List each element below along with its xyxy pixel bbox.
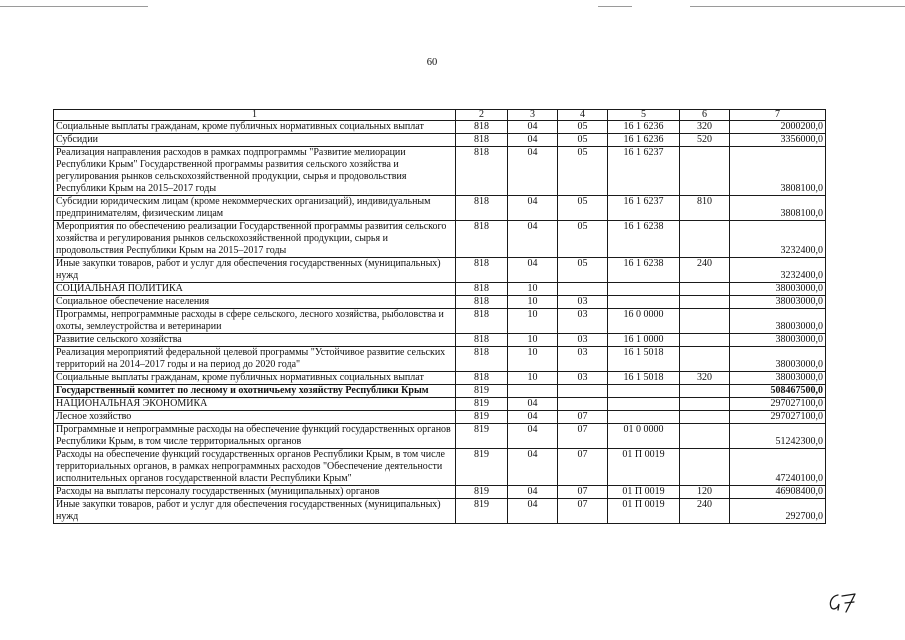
cell-amount: 2000200,0	[730, 121, 826, 134]
cell-section: 10	[508, 283, 558, 296]
cell-expense-type	[680, 334, 730, 347]
cell-expense-type	[680, 283, 730, 296]
cell-amount: 46908400,0	[730, 486, 826, 499]
cell-section: 04	[508, 486, 558, 499]
cell-subsection	[558, 398, 608, 411]
cell-ministry-code: 819	[456, 424, 508, 449]
cell-expense-type	[680, 449, 730, 486]
cell-section: 04	[508, 121, 558, 134]
scan-edge-line-mid	[598, 6, 632, 7]
cell-section: 04	[508, 449, 558, 486]
table-row	[54, 398, 826, 411]
cell-section: 04	[508, 499, 558, 524]
cell-target-article	[608, 385, 680, 398]
cell-section: 04	[508, 147, 558, 196]
cell-ministry-code: 819	[456, 449, 508, 486]
cell-target-article: 16 1 6238	[608, 258, 680, 283]
cell-subsection: 05	[558, 196, 608, 221]
cell-subsection	[558, 385, 608, 398]
cell-section: 10	[508, 347, 558, 372]
table-row	[54, 309, 826, 334]
cell-subsection: 03	[558, 296, 608, 309]
cell-subsection: 07	[558, 499, 608, 524]
cell-section: 04	[508, 424, 558, 449]
table-row	[54, 296, 826, 309]
cell-target-article: 16 1 0000	[608, 334, 680, 347]
page-number: 60	[426, 57, 438, 68]
header-col-5: 5	[608, 110, 680, 121]
cell-ministry-code: 818	[456, 258, 508, 283]
cell-target-article: 01 П 0019	[608, 486, 680, 499]
cell-target-article: 16 1 6238	[608, 221, 680, 258]
cell-amount: 51242300,0	[730, 424, 826, 449]
cell-amount: 38003000,0	[730, 334, 826, 347]
cell-amount: 38003000,0	[730, 296, 826, 309]
table-row	[54, 449, 826, 486]
cell-amount: 3232400,0	[730, 221, 826, 258]
row-description: Мероприятия по обеспечению реализации Государственной программы развития сельского хозяйства и регулирования рынков сельскохозяйственной продукции, сырья и продовольствия Республики Крым на 2015–2017 годы	[54, 221, 456, 258]
cell-section: 10	[508, 334, 558, 347]
cell-target-article	[608, 398, 680, 411]
handwritten-page-mark	[826, 590, 860, 614]
cell-expense-type: 520	[680, 134, 730, 147]
row-description: Развитие сельского хозяйства	[54, 334, 456, 347]
row-description: Расходы на обеспечение функций государственных органов Республики Крым, в том числе территориальных органов, в рамках непрограммных расходов "Обеспечение деятельности исполнительных органов государственной власти Республики Крым"	[54, 449, 456, 486]
cell-amount: 38003000,0	[730, 283, 826, 296]
cell-subsection: 05	[558, 258, 608, 283]
cell-subsection: 05	[558, 221, 608, 258]
cell-amount: 3808100,0	[730, 147, 826, 196]
cell-ministry-code: 818	[456, 372, 508, 385]
cell-expense-type	[680, 347, 730, 372]
row-description: Программные и непрограммные расходы на обеспечение функций государственных органов Республики Крым, в том числе территориальных органов	[54, 424, 456, 449]
budget-table	[53, 109, 826, 524]
row-description: Государственный комитет по лесному и охотничьему хозяйству Республики Крым	[54, 385, 456, 398]
cell-expense-type	[680, 147, 730, 196]
scan-edge-line-left	[0, 6, 148, 7]
cell-section	[508, 385, 558, 398]
cell-subsection: 05	[558, 134, 608, 147]
table-row	[54, 424, 826, 449]
cell-ministry-code: 819	[456, 398, 508, 411]
cell-subsection: 03	[558, 334, 608, 347]
row-description: Субсидии	[54, 134, 456, 147]
table-row	[54, 196, 826, 221]
cell-subsection: 07	[558, 449, 608, 486]
row-description: Программы, непрограммные расходы в сфере сельского, лесного хозяйства, рыболовства и охоты, землеустройства и ветеринарии	[54, 309, 456, 334]
table-row	[54, 147, 826, 196]
table-row	[54, 385, 826, 398]
row-description: Расходы на выплаты персоналу государственных (муниципальных) органов	[54, 486, 456, 499]
cell-amount: 292700,0	[730, 499, 826, 524]
cell-ministry-code: 819	[456, 499, 508, 524]
cell-amount: 38003000,0	[730, 309, 826, 334]
cell-amount: 297027100,0	[730, 411, 826, 424]
cell-ministry-code: 818	[456, 334, 508, 347]
row-description: Реализация направления расходов в рамках подпрограммы "Развитие мелиорации Республики Крым" Государственной программы развития сельского хозяйства и регулирования рынков сельскохозяйственной продукции, сырья и продовольствия Республики Крым на 2015–2017 годы	[54, 147, 456, 196]
cell-expense-type	[680, 309, 730, 334]
cell-expense-type	[680, 385, 730, 398]
cell-ministry-code: 819	[456, 385, 508, 398]
cell-expense-type	[680, 398, 730, 411]
row-description: Реализация мероприятий федеральной целевой программы "Устойчивое развитие сельских территорий на 2014–2017 годы и на период до 2020 года"	[54, 347, 456, 372]
header-col-1: 1	[54, 110, 456, 121]
cell-target-article: 01 П 0019	[608, 499, 680, 524]
scan-edge-line-right	[690, 6, 905, 7]
row-description: СОЦИАЛЬНАЯ ПОЛИТИКА	[54, 283, 456, 296]
cell-subsection: 05	[558, 147, 608, 196]
cell-section: 04	[508, 196, 558, 221]
row-description: Социальные выплаты гражданам, кроме публичных нормативных социальных выплат	[54, 372, 456, 385]
cell-expense-type: 240	[680, 499, 730, 524]
cell-ministry-code: 818	[456, 283, 508, 296]
cell-expense-type	[680, 296, 730, 309]
cell-subsection: 05	[558, 121, 608, 134]
header-col-3: 3	[508, 110, 558, 121]
cell-section: 10	[508, 372, 558, 385]
cell-target-article	[608, 411, 680, 424]
cell-target-article: 16 1 5018	[608, 372, 680, 385]
table-row	[54, 334, 826, 347]
cell-ministry-code: 818	[456, 309, 508, 334]
cell-expense-type: 810	[680, 196, 730, 221]
table-row	[54, 372, 826, 385]
cell-subsection: 07	[558, 411, 608, 424]
row-description: Иные закупки товаров, работ и услуг для обеспечения государственных (муниципальных) нужд	[54, 499, 456, 524]
row-description: Социальное обеспечение населения	[54, 296, 456, 309]
cell-amount: 38003000,0	[730, 347, 826, 372]
cell-section: 10	[508, 296, 558, 309]
cell-expense-type	[680, 221, 730, 258]
header-col-7: 7	[730, 110, 826, 121]
row-description: Иные закупки товаров, работ и услуг для обеспечения государственных (муниципальных) нужд	[54, 258, 456, 283]
cell-subsection: 07	[558, 486, 608, 499]
cell-ministry-code: 819	[456, 486, 508, 499]
cell-target-article: 16 1 6236	[608, 121, 680, 134]
table-row	[54, 221, 826, 258]
cell-target-article: 01 П 0019	[608, 449, 680, 486]
cell-section: 04	[508, 411, 558, 424]
cell-target-article	[608, 283, 680, 296]
cell-target-article: 16 0 0000	[608, 309, 680, 334]
cell-amount: 297027100,0	[730, 398, 826, 411]
table-row	[54, 121, 826, 134]
cell-section: 04	[508, 398, 558, 411]
cell-amount: 3232400,0	[730, 258, 826, 283]
cell-ministry-code: 818	[456, 347, 508, 372]
cell-expense-type	[680, 411, 730, 424]
header-col-6: 6	[680, 110, 730, 121]
table-row	[54, 347, 826, 372]
cell-target-article: 16 1 5018	[608, 347, 680, 372]
header-col-2: 2	[456, 110, 508, 121]
cell-ministry-code: 819	[456, 411, 508, 424]
cell-expense-type: 120	[680, 486, 730, 499]
cell-section: 04	[508, 221, 558, 258]
row-description: Лесное хозяйство	[54, 411, 456, 424]
cell-subsection: 07	[558, 424, 608, 449]
cell-target-article: 16 1 6237	[608, 196, 680, 221]
cell-subsection: 03	[558, 309, 608, 334]
row-description: НАЦИОНАЛЬНАЯ ЭКОНОМИКА	[54, 398, 456, 411]
table-row	[54, 258, 826, 283]
cell-expense-type: 320	[680, 121, 730, 134]
cell-amount: 508467500,0	[730, 385, 826, 398]
cell-amount: 38003000,0	[730, 372, 826, 385]
cell-section: 04	[508, 134, 558, 147]
cell-section: 04	[508, 258, 558, 283]
cell-subsection: 03	[558, 347, 608, 372]
cell-amount: 3808100,0	[730, 196, 826, 221]
table-row	[54, 283, 826, 296]
cell-expense-type: 320	[680, 372, 730, 385]
row-description: Социальные выплаты гражданам, кроме публичных нормативных социальных выплат	[54, 121, 456, 134]
row-description: Субсидии юридическим лицам (кроме некоммерческих организаций), индивидуальным предпринимателям, физическим лицам	[54, 196, 456, 221]
cell-ministry-code: 818	[456, 134, 508, 147]
cell-ministry-code: 818	[456, 147, 508, 196]
table-body	[54, 121, 826, 524]
table-row	[54, 486, 826, 499]
cell-section: 10	[508, 309, 558, 334]
cell-ministry-code: 818	[456, 221, 508, 258]
cell-ministry-code: 818	[456, 296, 508, 309]
cell-ministry-code: 818	[456, 121, 508, 134]
cell-ministry-code: 818	[456, 196, 508, 221]
cell-amount: 3356000,0	[730, 134, 826, 147]
header-col-4: 4	[558, 110, 608, 121]
cell-expense-type	[680, 424, 730, 449]
cell-expense-type: 240	[680, 258, 730, 283]
cell-target-article: 16 1 6236	[608, 134, 680, 147]
cell-amount: 47240100,0	[730, 449, 826, 486]
cell-subsection: 03	[558, 372, 608, 385]
table-row	[54, 411, 826, 424]
cell-target-article: 16 1 6237	[608, 147, 680, 196]
cell-target-article: 01 0 0000	[608, 424, 680, 449]
cell-target-article	[608, 296, 680, 309]
header-row	[54, 110, 826, 121]
table-row	[54, 134, 826, 147]
cell-subsection	[558, 283, 608, 296]
table-row	[54, 499, 826, 524]
